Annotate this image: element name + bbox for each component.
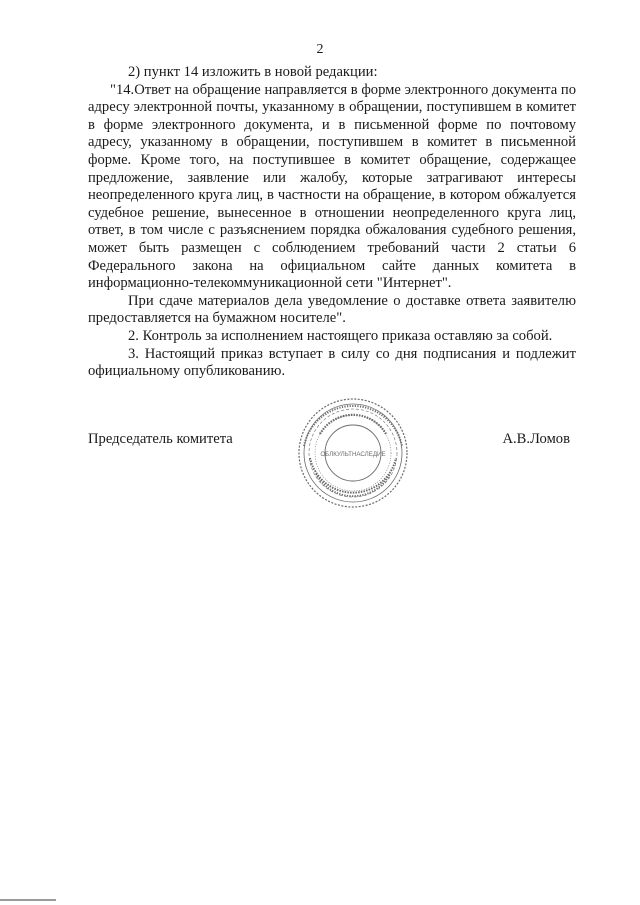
paragraph-effective: 3. Настоящий приказ вступает в силу со дня подписания и подлежит официальному опубликованию. [88, 345, 576, 380]
seal-center-text: ОБЛКУЛЬТНАСЛЕДИЕ [320, 451, 386, 458]
page-number: 2 [316, 42, 324, 57]
signatory-title: Председатель комитета [88, 431, 233, 447]
paragraph-control: 2. Контроль за исполнением настоящего приказа оставляю за собой. [128, 327, 553, 344]
paragraph-clause-14: "14.Ответ на обращение направляется в форме электронного документа по адресу электронной почты, указанному в обращении, поступившем в комитет в форме электронного документа, и в письменной форме по почтовому адресу, указанному в обращении, поступившем в комитет в письменной форме. Кроме того, на поступившее в комитет обращение, содержащее предложение, заявление или жалобу, которые затрагивают интересы неопределенного круга лиц, в частности на обращение, в котором обжалуется судебное решение, вынесенное в отношении неопределенного круга лиц, ответ, в том числе с разъяснением порядка обжалования судебного решения, может быть размещен с соблюдением требований части 2 статьи 6 Федерального закона на официальном сайте данных комитета в информационно-телекоммуникационной сети "Интернет". [88, 81, 576, 292]
signatory-name: А.В.Ломов [502, 431, 570, 447]
document-body [88, 64, 576, 381]
paragraph-amendment-intro: 2) пункт 14 изложить в новой редакции: [128, 64, 378, 80]
scan-edge-mark [0, 899, 56, 901]
official-seal [296, 396, 410, 510]
paragraph-notification: При сдаче материалов дела уведомление о доставке ответа заявителю предоставляется на бумажном носителе". [88, 292, 576, 327]
